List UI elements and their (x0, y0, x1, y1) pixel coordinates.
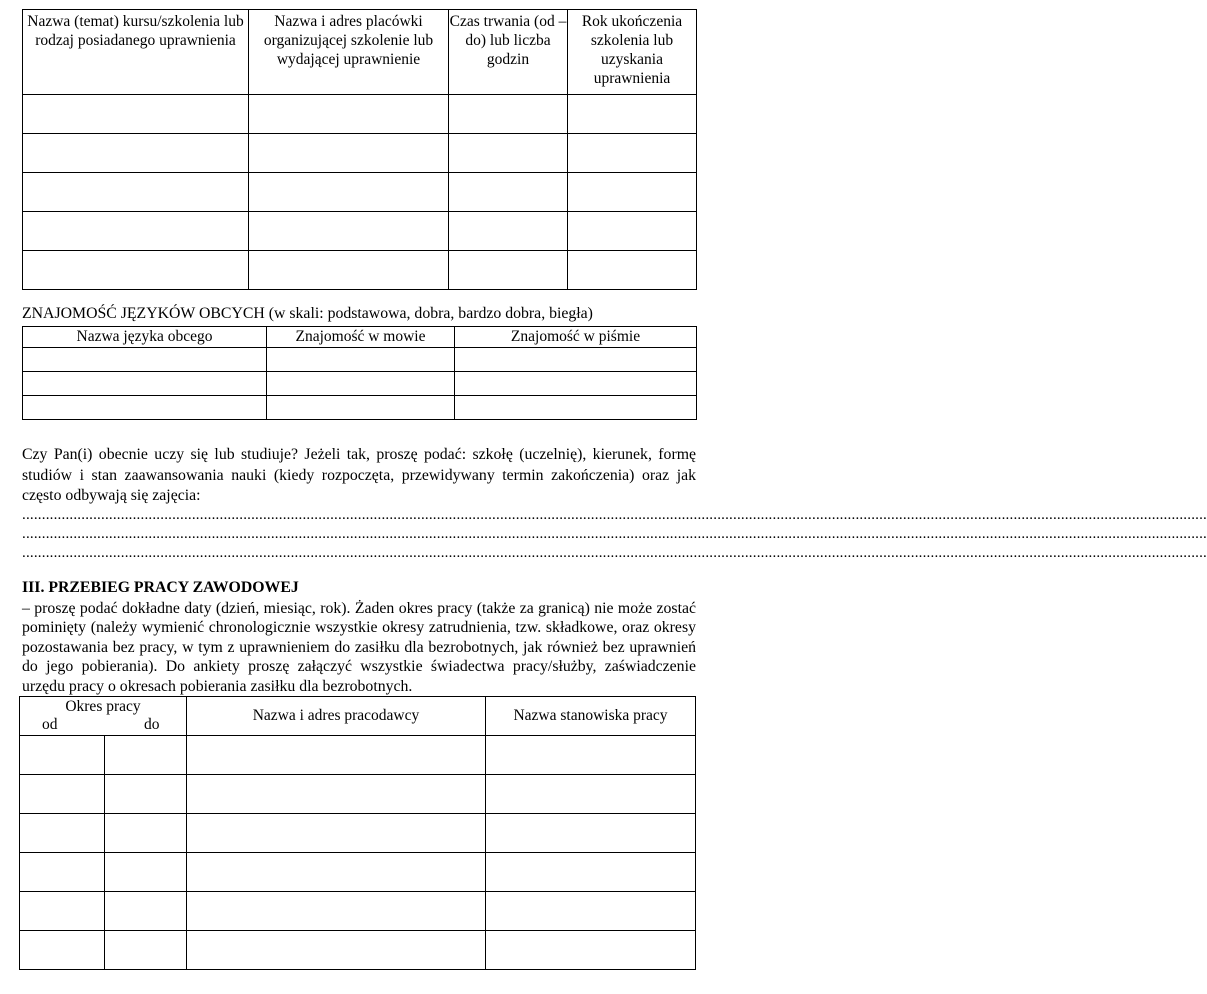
work-cell[interactable] (486, 853, 696, 892)
work-cell[interactable] (20, 814, 105, 853)
work-period-label: Okres pracy (65, 698, 141, 715)
languages-row (23, 396, 697, 420)
work-cell[interactable] (486, 931, 696, 970)
work-cell[interactable] (486, 775, 696, 814)
spoken-level-header: Znajomość w mowie (267, 327, 455, 348)
courses-row (23, 251, 697, 290)
work-cell[interactable] (187, 892, 486, 931)
languages-table-body (23, 348, 697, 420)
work-cell[interactable] (105, 736, 187, 775)
work-cell[interactable] (20, 892, 105, 931)
courses-cell[interactable] (23, 95, 249, 134)
study-question: Czy Pan(i) obecnie uczy się lub studiuje? Jeżeli tak, proszę podać: szkołę (uczelnię), kierunek, formę studiów i stan zaawansowania nauki (kiedy rozpoczęta, przewidywany termin zakończenia) oraz jak często odbywają się zajęcia: (22, 446, 696, 504)
languages-row (23, 348, 697, 372)
courses-cell[interactable] (249, 173, 449, 212)
work-row (20, 736, 696, 775)
languages-cell[interactable] (23, 348, 267, 372)
courses-row (23, 173, 697, 212)
position-header: Nazwa stanowiska pracy (486, 697, 696, 736)
work-cell[interactable] (20, 736, 105, 775)
courses-cell[interactable] (23, 212, 249, 251)
courses-cell[interactable] (568, 95, 697, 134)
work-row (20, 931, 696, 970)
work-period-to-label: do (144, 716, 160, 733)
work-table-body (20, 736, 696, 970)
institution-header: Nazwa i adres placówki organizującej szkolenie lub wydającej uprawnienie (249, 10, 449, 95)
answer-line-3[interactable]: ............................................................................................................................................................................................................................................................................................................ (22, 545, 1207, 561)
work-cell[interactable] (105, 892, 187, 931)
courses-row (23, 95, 697, 134)
work-cell[interactable] (187, 853, 486, 892)
employer-header: Nazwa i adres pracodawcy (187, 697, 486, 736)
languages-row (23, 372, 697, 396)
work-row (20, 853, 696, 892)
work-period-header (20, 697, 187, 736)
languages-cell[interactable] (267, 348, 455, 372)
languages-cell[interactable] (455, 348, 697, 372)
languages-cell[interactable] (455, 396, 697, 420)
work-cell[interactable] (486, 892, 696, 931)
languages-cell[interactable] (23, 396, 267, 420)
courses-cell[interactable] (568, 134, 697, 173)
languages-cell[interactable] (267, 372, 455, 396)
work-cell[interactable] (105, 775, 187, 814)
work-cell[interactable] (187, 931, 486, 970)
answer-line-1[interactable]: ............................................................................................................................................................................................................................................................................................................ (22, 507, 1207, 523)
work-row (20, 814, 696, 853)
languages-cell[interactable] (455, 372, 697, 396)
work-cell[interactable] (20, 931, 105, 970)
languages-cell[interactable] (23, 372, 267, 396)
duration-header: Czas trwania (od – do) lub liczba godzin (449, 10, 568, 95)
work-period-from-label: od (42, 716, 58, 733)
courses-cell[interactable] (449, 251, 568, 290)
courses-cell[interactable] (449, 95, 568, 134)
courses-cell[interactable] (23, 173, 249, 212)
courses-cell[interactable] (249, 95, 449, 134)
languages-table (22, 326, 697, 420)
courses-cell[interactable] (568, 251, 697, 290)
courses-row (23, 134, 697, 173)
work-row (20, 892, 696, 931)
work-cell[interactable] (187, 736, 486, 775)
courses-cell[interactable] (449, 212, 568, 251)
work-cell[interactable] (187, 814, 486, 853)
courses-cell[interactable] (249, 134, 449, 173)
work-cell[interactable] (20, 853, 105, 892)
languages-heading: ZNAJOMOŚĆ JĘZYKÓW OBCYCH (w skali: podstawowa, dobra, bardzo dobra, biegła) (22, 305, 593, 322)
work-cell[interactable] (486, 814, 696, 853)
work-cell[interactable] (105, 931, 187, 970)
courses-header-row (23, 10, 697, 95)
courses-cell[interactable] (568, 212, 697, 251)
section-instructions: – proszę podać dokładne daty (dzień, miesiąc, rok). Żaden okres pracy (także za granicą) nie może zostać pominięty (należy wymienić chronologicznie wszystkie okresy zatrudnienia, tzw. składkowe, oraz okresy pozostawania bez pracy, w tym z uprawnieniem do zasiłku dla bezrobotnych, jak również bez uprawnień do jego pobierania). Do ankiety proszę załączyć wszystkie świadectwa pracy/służby, zaświadczenie urzędu pracy o okresach pobierania zasiłku dla bezrobotnych. (22, 600, 696, 695)
section-title: III. PRZEBIEG PRACY ZAWODOWEJ (22, 579, 299, 596)
answer-line-2[interactable]: ............................................................................................................................................................................................................................................................................................................ (22, 526, 1207, 542)
work-header-row (20, 697, 696, 736)
courses-cell[interactable] (568, 173, 697, 212)
courses-table-body (23, 95, 697, 290)
completion-year-header: Rok ukończenia szkolenia lub uzyskania uprawnienia (568, 10, 697, 95)
courses-cell[interactable] (449, 173, 568, 212)
courses-cell[interactable] (23, 251, 249, 290)
work-history-table (19, 696, 696, 970)
work-cell[interactable] (105, 853, 187, 892)
courses-cell[interactable] (249, 251, 449, 290)
courses-cell[interactable] (249, 212, 449, 251)
courses-cell[interactable] (23, 134, 249, 173)
work-row (20, 775, 696, 814)
work-cell[interactable] (105, 814, 187, 853)
work-cell[interactable] (486, 736, 696, 775)
course-name-header: Nazwa (temat) kursu/szkolenia lub rodzaj posiadanego uprawnienia (23, 10, 249, 95)
courses-row (23, 212, 697, 251)
languages-cell[interactable] (267, 396, 455, 420)
work-cell[interactable] (20, 775, 105, 814)
written-level-header: Znajomość w piśmie (455, 327, 697, 348)
courses-table (22, 9, 697, 290)
work-cell[interactable] (187, 775, 486, 814)
courses-cell[interactable] (449, 134, 568, 173)
language-name-header: Nazwa języka obcego (23, 327, 267, 348)
languages-header-row (23, 327, 697, 348)
